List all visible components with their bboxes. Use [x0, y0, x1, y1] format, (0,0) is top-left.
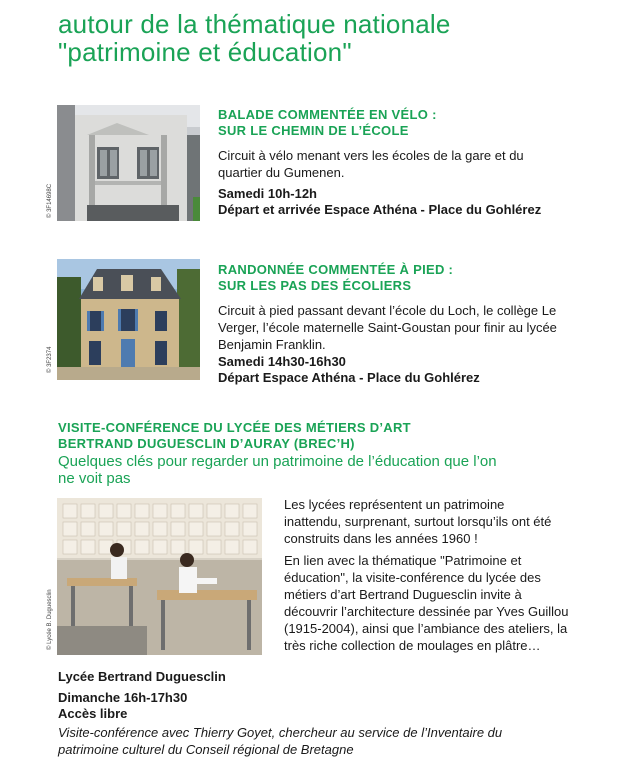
photo-credit: © 3F14698C: [47, 183, 53, 218]
page-title-line2: "patrimoine et éducation": [58, 37, 352, 67]
event3-venue: Lycée Bertrand Duguesclin: [58, 669, 226, 684]
event3-subtitle: Quelques clés pour regarder un patrimoine de l’éducation que l’on ne voit pas: [58, 453, 497, 487]
page-title: [58, 10, 451, 66]
event2-heading-line1: RANDONNÉE COMMENTÉE À PIED :: [218, 262, 454, 277]
page-title-line1: autour de la thématique nationale: [58, 9, 451, 39]
event1-time: Samedi 10h-12h: [218, 186, 317, 201]
house-photo: [57, 259, 200, 380]
event3-time: Dimanche 16h-17h30: [58, 690, 188, 705]
event3-note: Visite-conférence avec Thierry Goyet, chercheur au service de l’Inventaire du patrimoine culturel du Conseil régional de Bretagne: [58, 725, 503, 757]
event3-heading-line1: VISITE-CONFÉRENCE DU LYCÉE DES MÉTIERS D’ART: [58, 420, 411, 435]
photo-credit: © Lycée B. Duguesclin: [47, 589, 53, 650]
photo-credit: © 3F2374: [47, 346, 53, 373]
event3-access: Accès libre: [58, 706, 128, 721]
house-illustration: [57, 259, 200, 380]
event3-paragraph2: En lien avec la thématique "Patrimoine et éducation", la visite-conférence du lycée des métiers d’art Bertrand Duguesclin invite à découvrir l’architecture dessinée par Yves Guillou (1915-2004), ainsi que l’ambiance des ateliers, la très riche collection de moulages en plâtre…: [284, 553, 569, 653]
event1-heading: [218, 107, 437, 139]
event2-heading: [218, 262, 453, 294]
event2-description: Circuit à pied passant devant l’école du Loch, le collège Le Verger, l’école maternelle Saint-Goustan pour finir au lycée Benjamin Franklin.: [218, 303, 557, 352]
school-facade-photo: [57, 105, 200, 221]
event2-heading-line2: SUR LES PAS DES ÉCOLIERS: [218, 278, 412, 293]
event3-heading-line2: BERTRAND DUGUESCLIN D’AURAY (BREC’H): [58, 436, 355, 451]
workshop-photo: [57, 498, 262, 655]
event1-heading-line2: SUR LE CHEMIN DE L’ÉCOLE: [218, 123, 409, 138]
event3-heading: [58, 420, 411, 452]
event1-heading-line1: BALADE COMMENTÉE EN VÉLO :: [218, 107, 437, 122]
school-facade-illustration: [57, 105, 200, 221]
event1-place: Départ et arrivée Espace Athéna - Place du Gohlérez: [218, 202, 542, 217]
event2-time: Samedi 14h30-16h30: [218, 354, 346, 369]
event2-place: Départ Espace Athéna - Place du Gohlérez: [218, 370, 480, 385]
workshop-illustration: [57, 498, 262, 655]
event3-paragraph1: Les lycées représentent un patrimoine inattendu, surprenant, surtout lorsqu’ils ont été construits dans les années 1960 !: [284, 497, 552, 546]
event1-description: Circuit à vélo menant vers les écoles de la gare et du quartier du Gumenen.: [218, 148, 524, 180]
